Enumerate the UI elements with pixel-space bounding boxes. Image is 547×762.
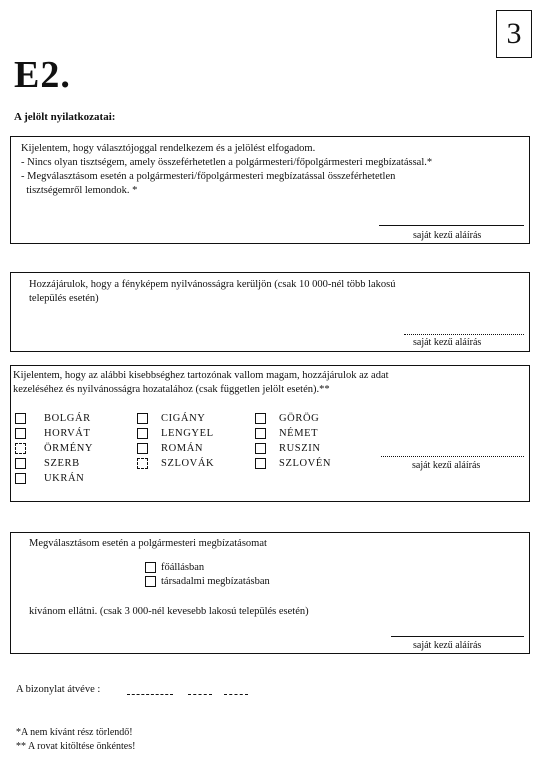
- checkbox-ukran[interactable]: [15, 473, 26, 484]
- label-lengyel: LENGYEL: [161, 428, 214, 439]
- receipt-month-field[interactable]: [188, 684, 212, 695]
- signature-label: saját kezű aláírás: [413, 230, 482, 241]
- eligibility-line-4: tisztségemről lemondok. *: [21, 185, 138, 196]
- checkbox-nemet[interactable]: [255, 428, 266, 439]
- label-szerb: SZERB: [44, 458, 80, 469]
- photo-consent-line-2: település esetén): [29, 293, 99, 304]
- checkbox-lengyel[interactable]: [137, 428, 148, 439]
- checkbox-cigany[interactable]: [137, 413, 148, 424]
- mandate-type-section: [10, 532, 530, 654]
- label-tarsadalmi: társadalmi megbízatásban: [161, 576, 270, 587]
- declaration-eligibility-section: [10, 136, 530, 244]
- checkbox-gorog[interactable]: [255, 413, 266, 424]
- signature-label: saját kezű aláírás: [412, 460, 481, 471]
- mandate-closing: kívánom ellátni. (csak 3 000-nél kevesebb lakosú település esetén): [29, 606, 309, 617]
- label-bolgar: BOLGÁR: [44, 413, 91, 424]
- label-gorog: GÖRÖG: [279, 413, 320, 424]
- label-ukran: UKRÁN: [44, 473, 85, 484]
- label-foallasban: főállásban: [161, 562, 205, 573]
- mandate-intro: Megválasztásom esetén a polgármesteri megbízatásomat: [29, 538, 267, 549]
- signature-label: saját kezű aláírás: [413, 640, 482, 651]
- label-ruszin: RUSZIN: [279, 443, 321, 454]
- checkbox-roman[interactable]: [137, 443, 148, 454]
- eligibility-line-1: Kijelentem, hogy választójoggal rendelkezem és a jelölést elfogadom.: [21, 143, 316, 154]
- footnote-1: *A nem kívánt rész törlendő!: [16, 727, 133, 738]
- signature-line[interactable]: [391, 636, 524, 637]
- checkbox-tarsadalmi[interactable]: [145, 576, 156, 587]
- checkbox-ruszin[interactable]: [255, 443, 266, 454]
- page-number: 3: [496, 10, 532, 58]
- label-roman: ROMÁN: [161, 443, 204, 454]
- receipt-day-field[interactable]: [224, 684, 248, 695]
- checkbox-szlovak[interactable]: [137, 458, 148, 469]
- photo-consent-line-1: Hozzájárulok, hogy a fényképem nyilvánosságra kerüljön (csak 10 000-nél több lakosú: [29, 279, 396, 290]
- checkbox-szloven[interactable]: [255, 458, 266, 469]
- signature-line[interactable]: [381, 456, 524, 457]
- minority-declaration-section: [10, 365, 530, 502]
- signature-line[interactable]: [404, 334, 524, 335]
- signature-label: saját kezű aláírás: [413, 337, 482, 348]
- checkbox-szerb[interactable]: [15, 458, 26, 469]
- label-horvat: HORVÁT: [44, 428, 91, 439]
- label-szloven: SZLOVÉN: [279, 458, 332, 469]
- signature-line[interactable]: [379, 225, 524, 226]
- checkbox-foallasban[interactable]: [145, 562, 156, 573]
- minority-line-1: Kijelentem, hogy az alábbi kisebbséghez tartozónak vallom magam, hozzájárulok az adat: [13, 370, 389, 381]
- checkbox-horvat[interactable]: [15, 428, 26, 439]
- minority-line-2: kezeléséhez és nyilvánosságra hozatalához (csak független jelölt esetén).**: [13, 384, 330, 395]
- eligibility-line-2: - Nincs olyan tisztségem, amely összeférhetetlen a polgármesteri/főpolgármesteri megbízatással.*: [21, 157, 433, 168]
- eligibility-line-3: - Megválasztásom esetén a polgármesteri/főpolgármesteri megbízatással összeférhetetlen: [21, 171, 396, 182]
- label-cigany: CIGÁNY: [161, 413, 206, 424]
- photo-consent-section: [10, 272, 530, 352]
- form-subtitle: A jelölt nyilatkozatai:: [14, 111, 116, 123]
- label-szlovak: SZLOVÁK: [161, 458, 215, 469]
- footnote-2: ** A rovat kitöltése önkéntes!: [16, 741, 136, 752]
- label-ormeny: ÖRMÉNY: [44, 443, 94, 454]
- checkbox-bolgar[interactable]: [15, 413, 26, 424]
- receipt-label: A bizonylat átvéve :: [16, 684, 101, 695]
- checkbox-ormeny[interactable]: [15, 443, 26, 454]
- label-nemet: NÉMET: [279, 428, 319, 439]
- form-code: E2.: [14, 54, 71, 96]
- receipt-year-field[interactable]: [127, 684, 173, 695]
